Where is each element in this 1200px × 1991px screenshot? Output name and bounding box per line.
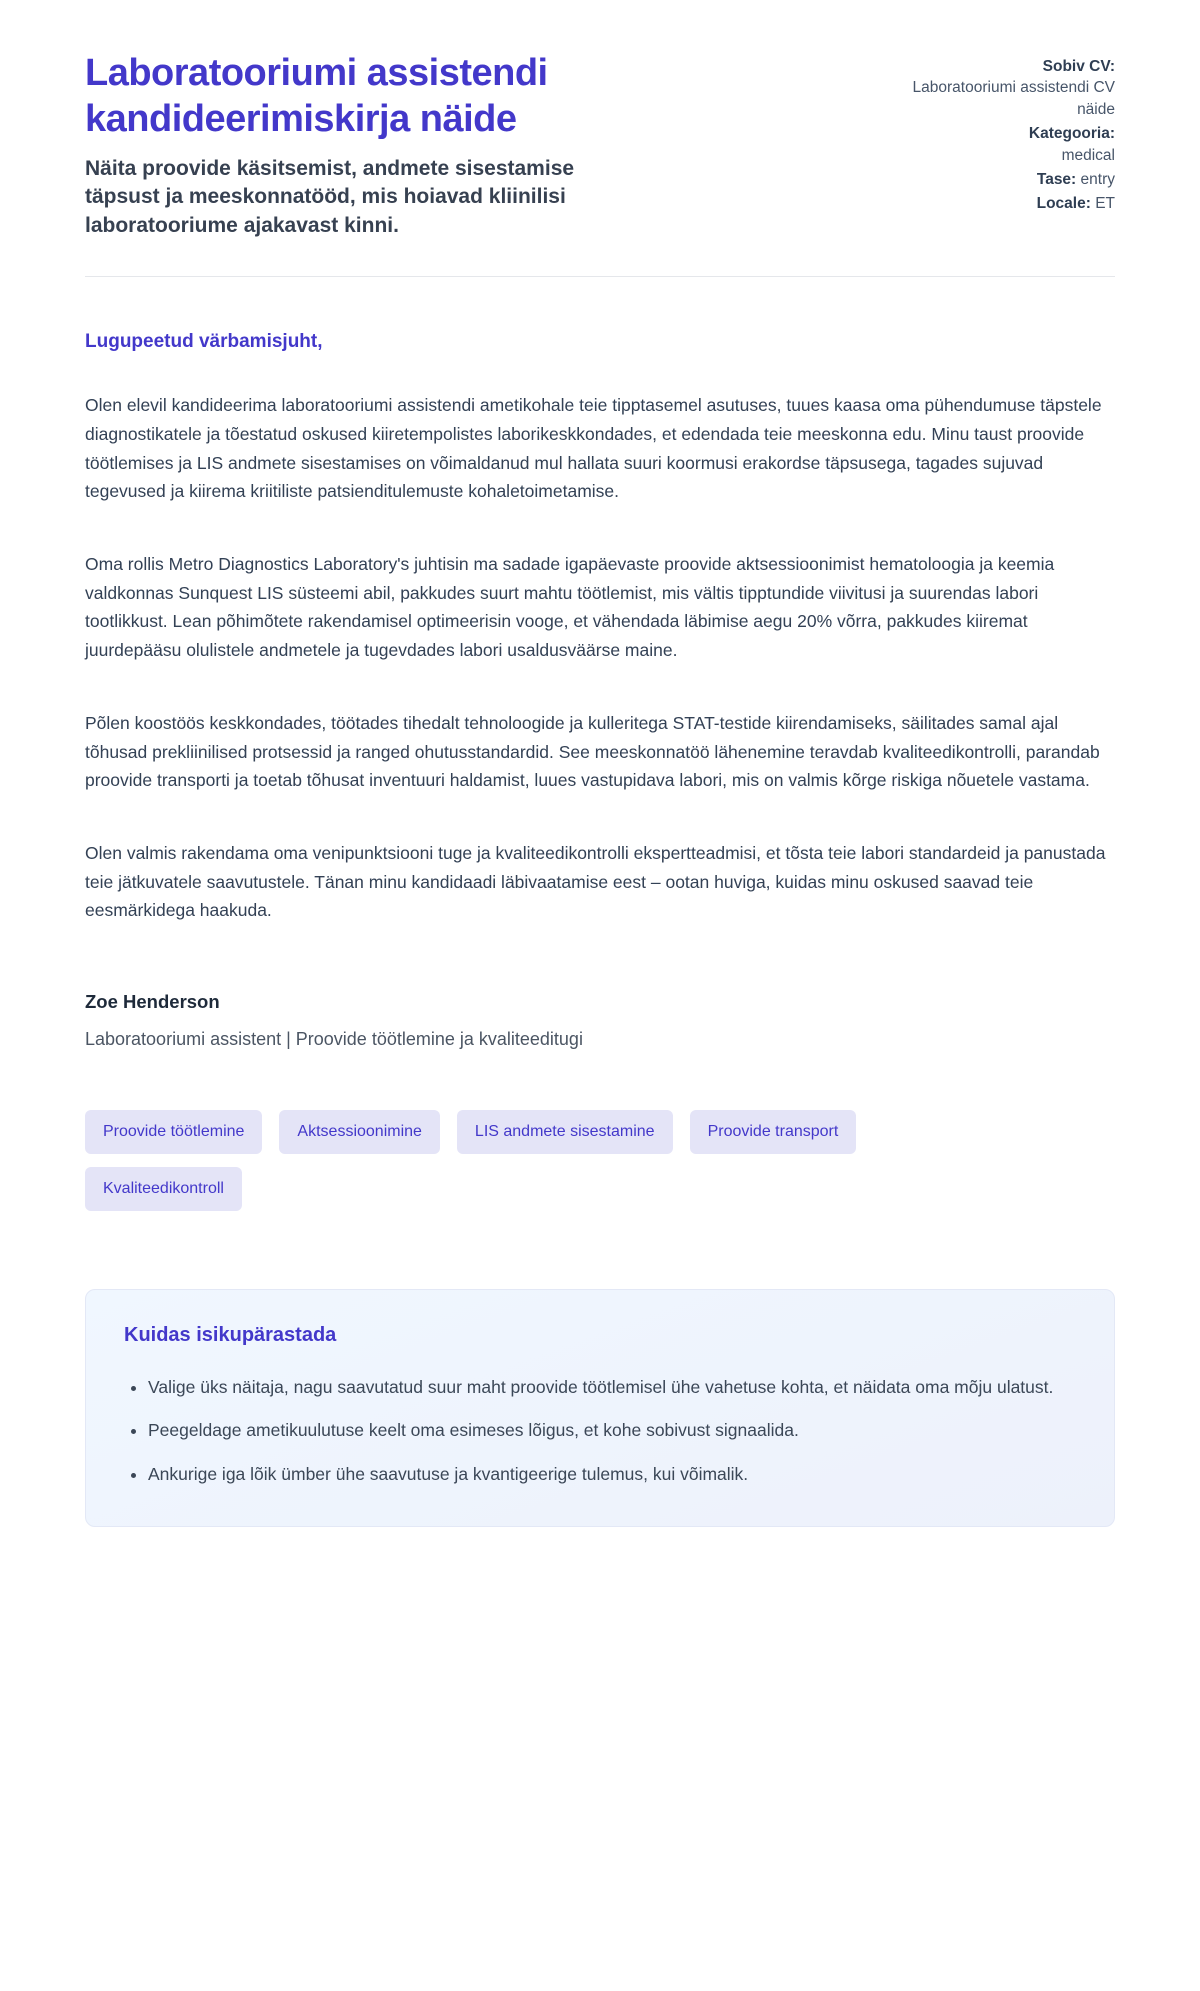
skill-tag: Proovide transport [690, 1110, 857, 1154]
meta-value: medical [1061, 146, 1115, 164]
page-subtitle: Näita proovide käsitsemist, andmete sisestamise täpsust ja meeskonnatööd, mis hoiavad kliinilisi laboratooriume ajakavast kinni. [85, 156, 575, 237]
tips-list [124, 1373, 1076, 1488]
tips-title: Kuidas isikupärastada [124, 1323, 337, 1346]
signature-name: Zoe Henderson [85, 990, 220, 1012]
letter-paragraphs [85, 391, 1115, 925]
letter-paragraph: Olen elevil kandideerima laboratooriumi assistendi ametikohale teie tipptasemel asutuses, tuues kaasa oma pühendumuse täpstele diagnostikatele ja tõestatud oskused kiiretempolistes laborikeskkondades, et edendada teie meeskonna edu. Minu taust proovide töötlemises ja LIS andmete sisestamises on võimaldanud mul hallata suuri koormusi erakordse täpsusega, tagades sujuvad tegevused ja kiirema kriitiliste patsienditulemuste kohaletoimetamise. [85, 395, 1102, 502]
meta-value: entry [1080, 170, 1115, 188]
meta-label: Sobiv CV: [1042, 58, 1115, 75]
skill-tags [85, 1110, 885, 1211]
header-divider [85, 276, 1115, 277]
tip-item: • Valige üks näitaja, nagu saavutatud suur maht proovide töötlemisel ühe vahetuse kohta, et näidata oma mõju ulatust. [148, 1373, 1076, 1401]
meta-label: Locale: [1036, 195, 1091, 213]
meta-item [890, 123, 1115, 166]
meta-item [890, 56, 1115, 120]
tip-item: • Peegeldage ametikuulutuse keelt oma esimeses lõigus, et kohe sobivust signaalida. [148, 1416, 1076, 1444]
document-header [85, 50, 1115, 240]
skill-tag: Proovide töötlemine [85, 1110, 262, 1154]
meta-value: Laboratooriumi assistendi CV näide [912, 79, 1115, 118]
letter-body [85, 331, 1115, 1527]
skill-tag: Aktsessioonimine [279, 1110, 440, 1154]
personalization-tips [85, 1289, 1115, 1527]
skill-tag: LIS andmete sisestamine [457, 1110, 673, 1154]
meta-value: ET [1095, 195, 1115, 213]
meta-item [890, 193, 1115, 214]
meta-label: Kategooria: [1028, 125, 1115, 143]
letter-paragraph: Oma rollis Metro Diagnostics Laboratory's juhtisin ma sadade igapäevaste proovide aktsessioonimist hematoloogia ja keemia valdkonnas Sunquest LIS süsteemi abil, pakkudes suurt mahtu töötlemist, mis vältis tipptundide viivitusi ja suurendas labori tootlikkust. Lean põhimõtete rakendamisel optimeerisin vooge, et vähendada läbimise aegu 20% võrra, pakkudes kiiremat juurdepääsu olulistele andmetele ja tugevdades labori usaldusväärse maine. [85, 554, 1055, 661]
signature-title: Laboratooriumi assistent | Proovide töötlemine ja kvaliteeditugi [85, 1028, 583, 1049]
tip-item: • Ankurige iga lõik ümber ühe saavutuse ja kvantigeerige tulemus, kui võimalik. [148, 1460, 1076, 1488]
document-meta [890, 50, 1115, 218]
letter-paragraph: Olen valmis rakendama oma venipunktsiooni tuge ja kvaliteedikontrolli ekspertteadmisi, et tõsta teie labori standardeid ja panustada teie jätkuvatele saavutustele. Tänan minu kandidaadi läbivaatamise eest – ootan huviga, kuidas minu oskused saavad teie eesmärkidega haakuda. [85, 842, 1106, 921]
meta-label: Tase: [1036, 170, 1077, 188]
letter-greeting: Lugupeetud värbamisjuht, [85, 331, 323, 353]
letter-paragraph: Põlen koostöös keskkondades, töötades tihedalt tehnoloogide ja kulleritega STAT-testide kiirendamiseks, säilitades samal ajal tõhusad prekliinilised protsessid ja ranged ohutusstandardid. See meeskonnatöö lähenemine teravdab kvaliteedikontrolli, parandab proovide transporti ja toetab tõhusat inventuuri haldamist, luues vastupidava labori, mis on valmis kõrge riskiga nõuetele vastama. [85, 712, 1100, 791]
skill-tag: Kvaliteedikontroll [85, 1167, 242, 1211]
cover-letter-page [85, 0, 1115, 1597]
header-main [85, 50, 655, 240]
page-title: Laboratooriumi assistendi kandideerimiskirja näide [85, 52, 548, 141]
meta-item [890, 169, 1115, 190]
